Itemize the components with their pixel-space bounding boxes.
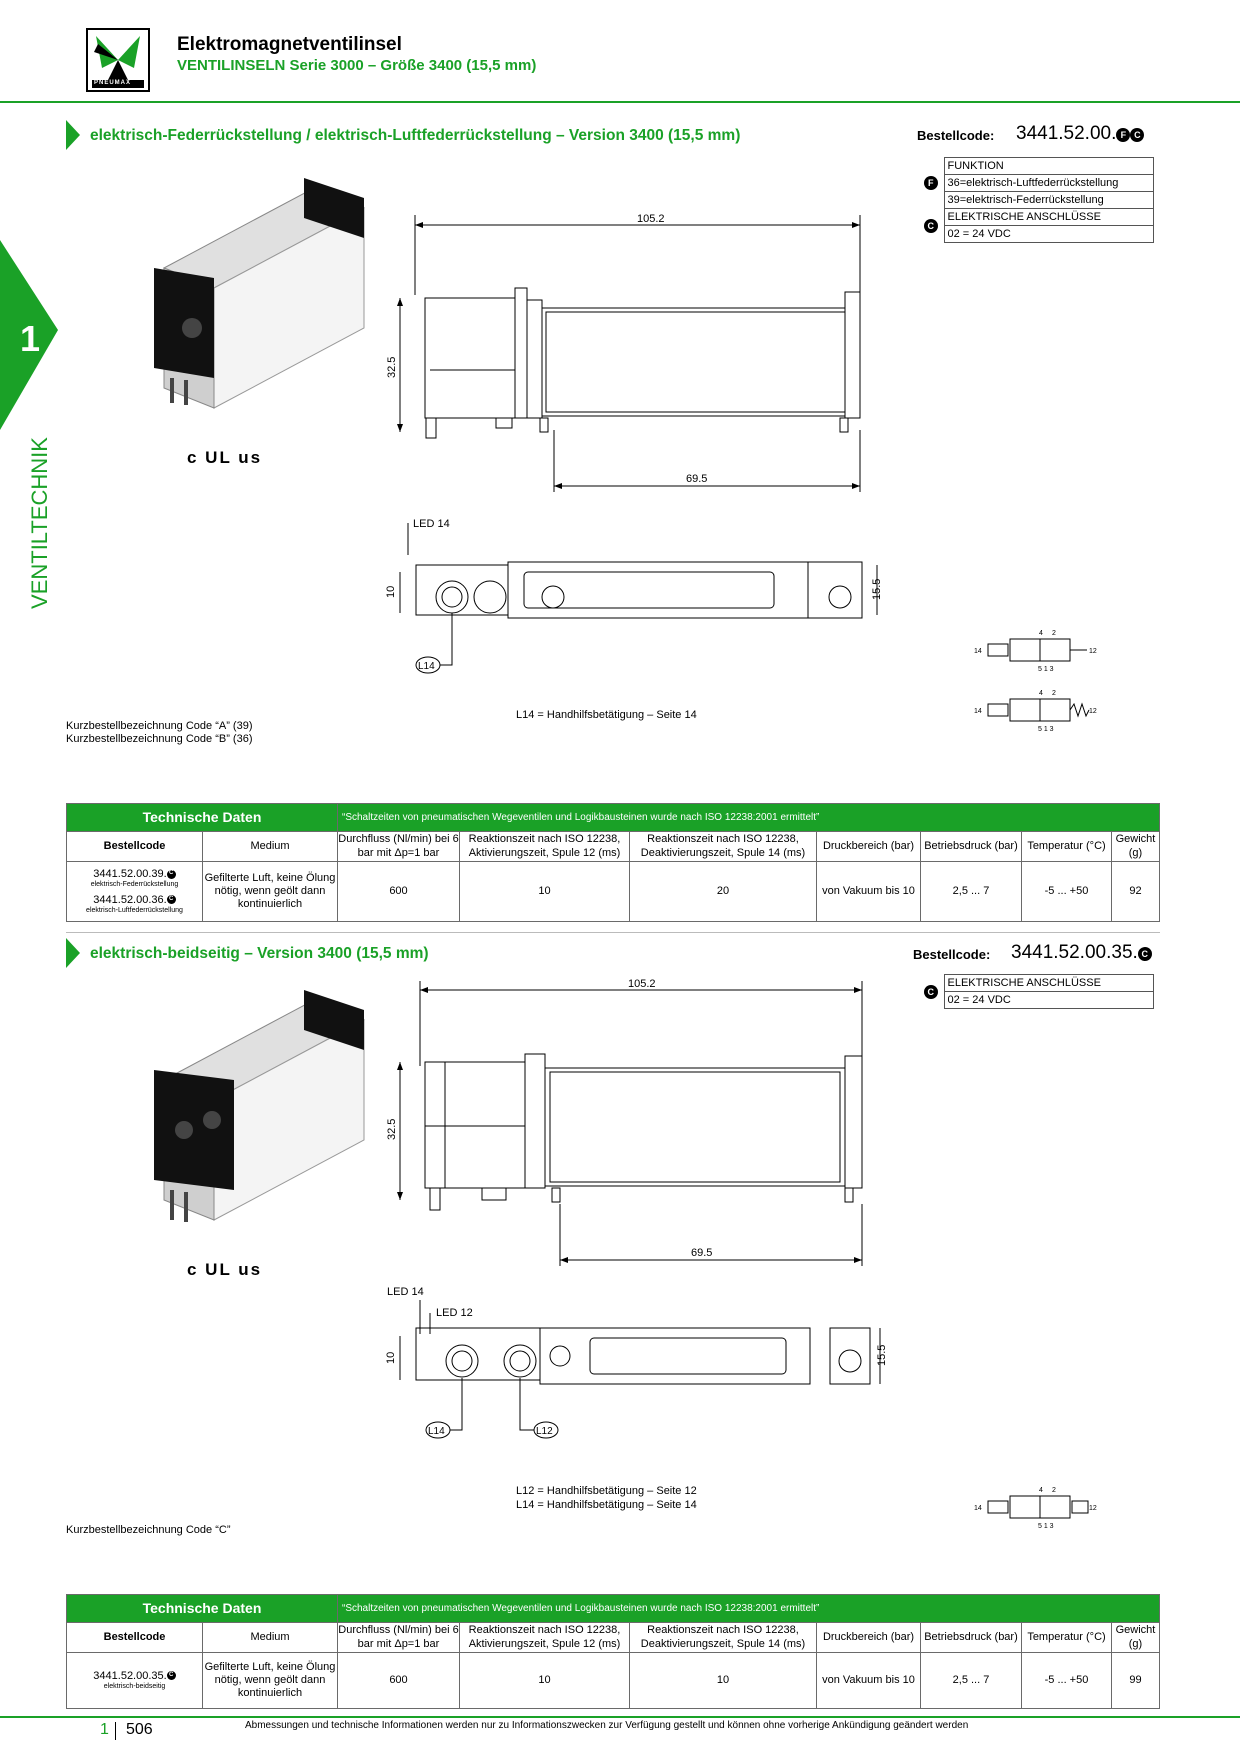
svg-text:5 1 3: 5 1 3 [1038,726,1054,733]
svg-text:2: 2 [1052,690,1056,697]
header-rule [0,101,1240,103]
l14-label-2: L14 [428,1426,445,1437]
svg-text:14: 14 [974,648,982,655]
dim-155-2: 15.5 [876,1344,888,1366]
page-number: 506 [126,1721,153,1738]
svg-text:12: 12 [1089,708,1097,715]
section2-title: elektrisch-beidseitig – Version 3400 (15,5 mm) [90,945,429,962]
dim-pitch-1: 69.5 [686,473,708,485]
valve-symbol-1b [972,685,1102,735]
code-c-icon: C [167,870,176,879]
section2-order-label: Bestellcode: [913,947,991,962]
short-code-b: Kurzbestellbezeichnung Code “B” (36) [66,733,253,745]
footer-rule [0,1716,1240,1718]
svg-text:5 1 3: 5 1 3 [1038,666,1054,673]
manual-override-note-12: L12 = Handhilfsbetätigung – Seite 12 [516,1485,697,1497]
section-arrow-icon [66,938,80,968]
dim-155-1: 15.5 [871,578,883,600]
led14-label-2: LED 14 [387,1286,424,1298]
dim-length-1: 105.2 [637,213,665,225]
side-view-drawing-2 [386,976,870,1276]
top-view-drawing-1 [380,515,890,680]
dim-10-2: 10 [385,1351,397,1364]
elektrisch-icon: C [924,985,938,999]
page-title: Elektromagnetventilinsel [177,34,402,55]
manual-override-note-14: L14 = Handhilfsbetätigung – Seite 14 [516,1499,697,1511]
short-code-a: Kurzbestellbezeichnung Code “A” (39) [66,720,253,732]
dim-height-1: 32.5 [386,356,398,378]
led12-label-2: LED 12 [436,1307,473,1319]
footer-disclaimer: Abmessungen und technische Informationen werden nur zu Informationszwecken zur Verfügung gestellt und können ohne vorherige Ankündigung geändert werden [245,1720,969,1731]
svg-text:2: 2 [1052,630,1056,637]
section1-title: elektrisch-Federrückstellung / elektrisch-Luftfederrückstellung – Version 3400 (15,5 mm) [90,127,741,144]
dim-10-1: 10 [385,585,397,598]
svg-text:5 1 3: 5 1 3 [1038,1523,1054,1530]
side-tab-label: VENTILTECHNIK [27,437,52,609]
footer-chapter: 1 [100,1721,109,1738]
section1-options-table: F FUNKTION 36=elektrisch-Luftfederrückstellung 39=elektrisch-Federrückstellung C ELEKTRISCHE ANSCHLÜSSE 02 = 24 VDC [918,157,1154,243]
section-divider [66,932,1160,933]
side-tab-chapter: 1 [20,318,41,359]
svg-text:12: 12 [1089,1505,1097,1512]
valve-symbol-1a [972,625,1102,675]
svg-text:4: 4 [1039,690,1043,697]
svg-text:4: 4 [1039,1487,1043,1494]
code-c-icon: C [167,895,176,904]
svg-text:2: 2 [1052,1487,1056,1494]
l12-label-2: L12 [536,1426,553,1437]
code-c-icon: C [1138,947,1152,961]
ul-cert-mark: c UL us [187,448,263,467]
svg-text:4: 4 [1039,630,1043,637]
footer-separator [115,1722,116,1740]
brand-logo [86,28,150,92]
svg-text:12: 12 [1089,648,1097,655]
product-photo-2 [84,980,374,1250]
valve-symbol-2 [972,1482,1102,1532]
dim-pitch-2: 69.5 [691,1247,713,1259]
table-row: 3441.52.00.35. C elektrisch-beidseitig Gefilterte Luft, keine Ölung nötig, wenn geölt dann kontinuierlich 600 10 10 von Vakuum bis 10 2,5 ... 7 -5 ... +50 99 [67,1653,1160,1709]
product-photo-1 [84,168,374,438]
page-subtitle: VENTILINSELN Serie 3000 – Größe 3400 (15,5 mm) [177,57,537,74]
tech-data-table-1: Technische Daten “Schaltzeiten von pneumatischen Wegeventilen und Logikbausteinen wurde nach ISO 12238:2001 ermittelt” Bestellcode Medium Durchfluss (Nl/min) bei 6 bar mit Δp=1 bar Reaktionszeit nach ISO 12238, Aktivierungszeit, Spule 12 (ms) Reaktionszeit nach ISO 12238, Deaktivierungszeit, Spule 14 (ms) Druckbereich (bar) Betriebsdruck (bar) Temperatur (°C) Gewicht (g) 3441.52.00.39. C elektrisch-Federrückstellung 3441.52.00.36. C elektrisch-Luftfederrückstellung Gefilterte Luft, keine Ölung nötig, wenn geölt dann kontinuierlich 600 10 20 von Vakuum bis 10 2,5 ... 7 -5 ... +50 92 [66,803,1160,922]
l14-label-1: L14 [418,661,435,672]
manual-override-note-1: L14 = Handhilfsbetätigung – Seite 14 [516,709,697,721]
elektrisch-icon: C [924,219,938,233]
logo-text: PNEUMAX [94,80,132,86]
funktion-icon: F [924,176,938,190]
short-code-c: Kurzbestellbezeichnung Code “C” [66,1524,231,1536]
code-c-icon: C [1130,128,1144,142]
svg-text:14: 14 [974,1505,982,1512]
section1-order-label: Bestellcode: [917,128,995,143]
code-f-icon: F [1116,128,1130,142]
section2-order-code: 3441.52.00.35. C [1011,942,1152,964]
code-c-icon: C [167,1671,176,1680]
table-row: 3441.52.00.39. C elektrisch-Federrückstellung 3441.52.00.36. C elektrisch-Luftfederrückstellung Gefilterte Luft, keine Ölung nötig, wenn geölt dann kontinuierlich 600 10 20 von Vakuum bis 10 2,5 ... 7 -5 ... +50 92 [67,862,1160,922]
side-view-drawing-1 [386,210,870,500]
top-view-drawing-2 [380,1284,890,1444]
ul-cert-mark: c UL us [187,1260,263,1279]
svg-text:14: 14 [974,708,982,715]
section1-order-code: 3441.52.00. F C [1016,123,1144,145]
section-arrow-icon [66,120,80,150]
dim-height-2: 32.5 [386,1118,398,1140]
tech-data-table-2: Technische Daten “Schaltzeiten von pneumatischen Wegeventilen und Logikbausteinen wurde nach ISO 12238:2001 ermittelt” Bestellcode Medium Durchfluss (Nl/min) bei 6 bar mit Δp=1 bar Reaktionszeit nach ISO 12238, Aktivierungszeit, Spule 12 (ms) Reaktionszeit nach ISO 12238, Deaktivierungszeit, Spule 14 (ms) Druckbereich (bar) Betriebsdruck (bar) Temperatur (°C) Gewicht (g) 3441.52.00.35. C elektrisch-beidseitig Gefilterte Luft, keine Ölung nötig, wenn geölt dann kontinuierlich 600 10 10 von Vakuum bis 10 2,5 ... 7 -5 ... +50 99 [66,1594,1160,1709]
led14-label-1: LED 14 [413,518,450,530]
section2-options-table: C ELEKTRISCHE ANSCHLÜSSE 02 = 24 VDC [918,974,1154,1009]
dim-length-2: 105.2 [628,978,656,990]
